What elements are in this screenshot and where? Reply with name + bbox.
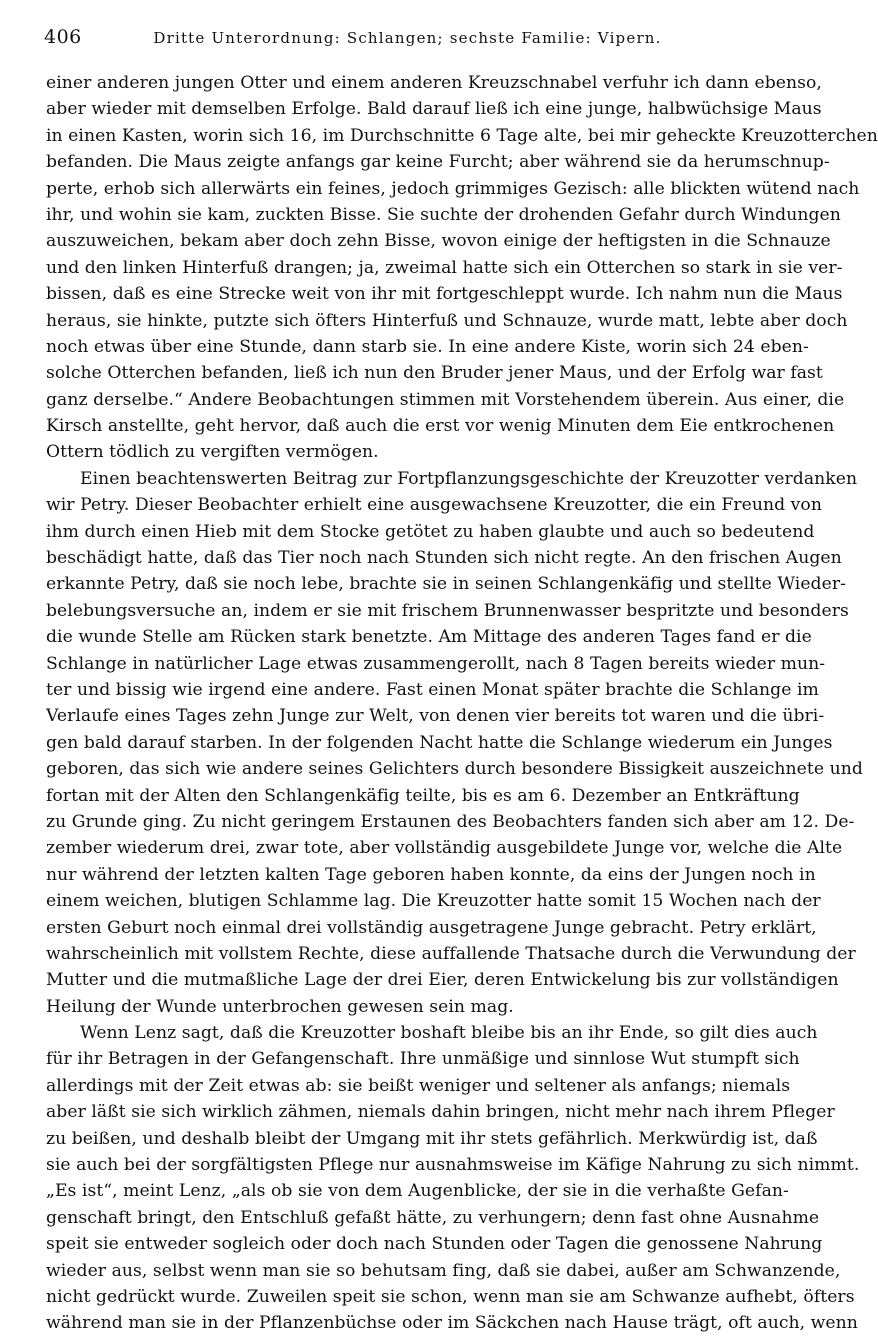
text-line: beschädigt hatte, daß das Tier noch nach Stunden sich nicht regte. An den frischen Augen [46, 548, 842, 569]
text-line: in einen Kasten, worin sich 16, im Durchschnitte 6 Tage alte, bei mir geheckte Kreuzotterchen [46, 125, 878, 146]
text-line: befanden. Die Maus zeigte anfangs gar keine Furcht; aber während sie da herumschnup- [46, 152, 830, 173]
text-line: gen bald darauf starben. In der folgenden Nacht hatte die Schlange wiederum ein Junges [46, 732, 833, 753]
text-line: und den linken Hinterfuß drangen; ja, zweimal hatte sich ein Otterchen so stark in sie ver- [46, 257, 843, 278]
text-line: Heilung der Wunde unterbrochen gewesen sein mag. [46, 996, 514, 1017]
text-line: „Es ist“, meint Lenz, „als ob sie von dem Augenblicke, der sie in die verhaßte Gefan- [46, 1181, 789, 1202]
text-line: ihr, und wohin sie kam, zuckten Bisse. Sie suchte der drohenden Gefahr durch Windungen [46, 204, 841, 225]
text-line: Ottern tödlich zu vergiften vermögen. [46, 442, 379, 463]
text-line: belebungsversuche an, indem er sie mit frischem Brunnenwasser bespritzte und besonders [46, 600, 849, 621]
text-line: einer anderen jungen Otter und einem anderen Kreuzschnabel verfuhr ich dann ebenso, [46, 73, 822, 93]
text-line: zu Grunde ging. Zu nicht geringem Erstaunen des Beobachters fanden sich aber am 12. De- [46, 811, 855, 832]
text-line: Schlange in natürlicher Lage etwas zusammengerollt, nach 8 Tagen bereits wieder mun- [46, 653, 826, 674]
text-line: genschaft bringt, den Entschluß gefaßt hätte, zu verhungern; denn fast ohne Ausnahme [46, 1207, 820, 1228]
text-line: geboren, das sich wie andere seines Gelichters durch besondere Bissigkeit auszeichnete und [46, 759, 863, 780]
text-line: speit sie entweder sogleich oder doch nach Stunden oder Tagen die genossene Nahrung [46, 1234, 823, 1255]
text-line: fortan mit der Alten den Schlangenkäfig teilte, bis es am 6. Dezember an Entkräftung [46, 785, 800, 806]
text-line: wieder aus, selbst wenn man sie so behutsam fing, daß sie dabei, außer am Schwanzende, [46, 1260, 841, 1281]
text-line: aber wieder mit demselben Erfolge. Bald darauf ließ ich eine junge, halbwüchsige Maus [46, 99, 822, 120]
body-text [46, 70, 878, 1337]
page-header [44, 26, 741, 54]
text-line: einem weichen, blutigen Schlamme lag. Die Kreuzotter hatte somit 15 Wochen nach der [46, 891, 821, 912]
text-line: die wunde Stelle am Rücken stark benetzte. Am Mittage des anderen Tages fand er die [46, 627, 812, 648]
text-line: ihm durch einen Hieb mit dem Stocke getötet zu haben glaubte und auch so bedeutend [46, 521, 815, 542]
text-line: Wenn Lenz sagt, daß die Kreuzotter boshaft bleibe bis an ihr Ende, so gilt dies auch [80, 1023, 818, 1044]
text-line: wir Petry. Dieser Beobachter erhielt eine ausgewachsene Kreuzotter, die ein Freund von [46, 495, 822, 516]
text-line: allerdings mit der Zeit etwas ab: sie beißt weniger und seltener als anfangs; niemals [46, 1075, 791, 1096]
text-line: noch etwas über eine Stunde, dann starb sie. In eine andere Kiste, worin sich 24 eben- [46, 336, 809, 357]
text-line: sie auch bei der sorgfältigsten Pflege nur ausnahmsweise im Käfige Nahrung zu sich nimmt. [46, 1155, 860, 1176]
text-line: bissen, daß es eine Strecke weit von ihr mit fortgeschleppt wurde. Ich nahm nun die Maus [46, 284, 843, 305]
text-line: zember wiederum drei, zwar tote, aber vollständig ausgebildete Junge vor, welche die Alte [46, 838, 843, 859]
text-line: Verlaufe eines Tages zehn Junge zur Welt, von denen vier bereits tot waren und die übri- [46, 706, 825, 727]
text-line: perte, erhob sich allerwärts ein feines, jedoch grimmiges Gezisch: alle blickten wütend nach [46, 178, 860, 199]
text-line: ganz derselbe.“ Andere Beobachtungen stimmen mit Vorstehendem überein. Aus einer, die [46, 389, 845, 410]
text-line: heraus, sie hinkte, putzte sich öfters Hinterfuß und Schnauze, wurde matt, lebte aber doch [46, 310, 848, 331]
text-line: während man sie in der Pflanzenbüchse oder im Säckchen nach Hause trägt, oft auch, wenn [46, 1313, 858, 1334]
text-line: zu beißen, und deshalb bleibt der Umgang mit ihr stets gefährlich. Merkwürdig ist, daß [46, 1128, 818, 1149]
text-line: Kirsch anstellte, geht hervor, daß auch die erst vor wenig Minuten dem Eie entkrochenen [46, 416, 835, 437]
running-head: Dritte Unterordnung: Schlangen; sechste Familie: Vipern. [153, 29, 662, 47]
text-line: Einen beachtenswerten Beitrag zur Fortpflanzungsgeschichte der Kreuzotter verdanken [80, 468, 858, 489]
paragraph-2 [46, 466, 863, 1020]
text-line: auszuweichen, bekam aber doch zehn Bisse, wovon einige der heftigsten in die Schnauze [46, 231, 831, 252]
paragraph-3 [46, 1020, 860, 1337]
page-number: 406 [44, 26, 82, 48]
text-line: wahrscheinlich mit vollstem Rechte, diese auffallende Thatsache durch die Verwundung der [46, 943, 856, 964]
text-line: solche Otterchen befanden, ließ ich nun den Bruder jener Maus, und der Erfolg war fast [46, 363, 823, 384]
text-line: nur während der letzten kalten Tage geboren haben konnte, da eins der Jungen noch in [46, 864, 816, 885]
text-line: nicht gedrückt wurde. Zuweilen speit sie schon, wenn man sie am Schwanze aufhebt, öfters [46, 1286, 855, 1307]
text-line: für ihr Betragen in der Gefangenschaft. Ihre unmäßige und sinnlose Wut stumpft sich [46, 1049, 800, 1070]
text-line: aber läßt sie sich wirklich zähmen, niemals dahin bringen, nicht mehr nach ihrem Pfleger [46, 1102, 835, 1123]
text-line: erkannte Petry, daß sie noch lebe, brachte sie in seinen Schlangenkäfig und stellte Wieder- [46, 574, 846, 595]
text-line: Mutter und die mutmaßliche Lage der drei Eier, deren Entwickelung bis zur vollständigen [46, 970, 839, 991]
text-line: ter und bissig wie irgend eine andere. Fast einen Monat später brachte die Schlange im [46, 679, 819, 700]
paragraph-1 [46, 70, 878, 466]
text-line: ersten Geburt noch einmal drei vollständig ausgetragene Junge gebracht. Petry erklärt, [46, 917, 817, 938]
